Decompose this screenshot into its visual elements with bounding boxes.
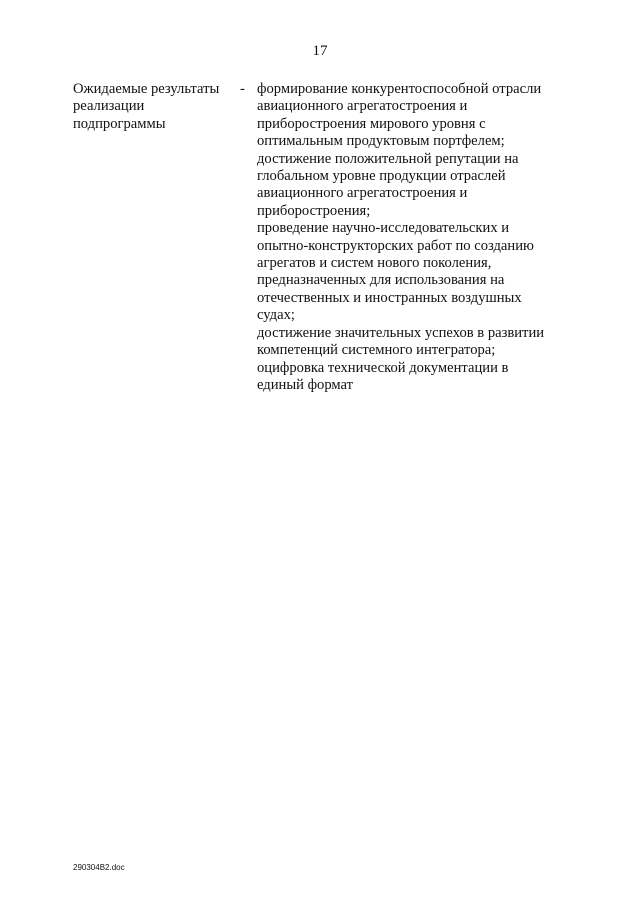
text-line: достижение значительных успехов в развитии [257, 324, 545, 341]
section-label: Ожидаемые результаты реализации подпрограммы [73, 81, 220, 132]
text-line: глобальном уровне продукции отраслей [257, 168, 506, 185]
text-line: опытно-конструкторских работ по созданию [257, 237, 534, 254]
text-line: авиационного агрегатостроения и [257, 98, 468, 115]
text-line: судах; [257, 307, 295, 324]
page-number: 17 [312, 43, 328, 59]
document-filename: 290304B2.doc [73, 863, 125, 872]
expected-results-text [257, 81, 577, 394]
text-line: предназначенных для использования на [257, 272, 505, 289]
text-line: оптимальным продуктовым портфелем; [257, 133, 505, 150]
text-line: компетенций системного интегратора; [257, 342, 496, 359]
text-line: авиационного агрегатостроения и [257, 185, 468, 202]
text-line: отечественных и иностранных воздушных [257, 289, 522, 306]
text-line: достижение положительной репутации на [257, 150, 519, 167]
text-line: оцифровка технической документации в [257, 359, 509, 376]
text-line: единый формат [257, 376, 354, 393]
text-line: приборостроения мирового уровня с [257, 115, 486, 132]
text-line: агрегатов и систем нового поколения, [257, 255, 492, 272]
text-line: формирование конкурентоспособной отрасли [257, 81, 542, 97]
text-line: проведение научно-исследовательских и [257, 220, 510, 237]
text-line: приборостроения; [257, 202, 371, 219]
label-separator-dash: - [240, 81, 245, 97]
